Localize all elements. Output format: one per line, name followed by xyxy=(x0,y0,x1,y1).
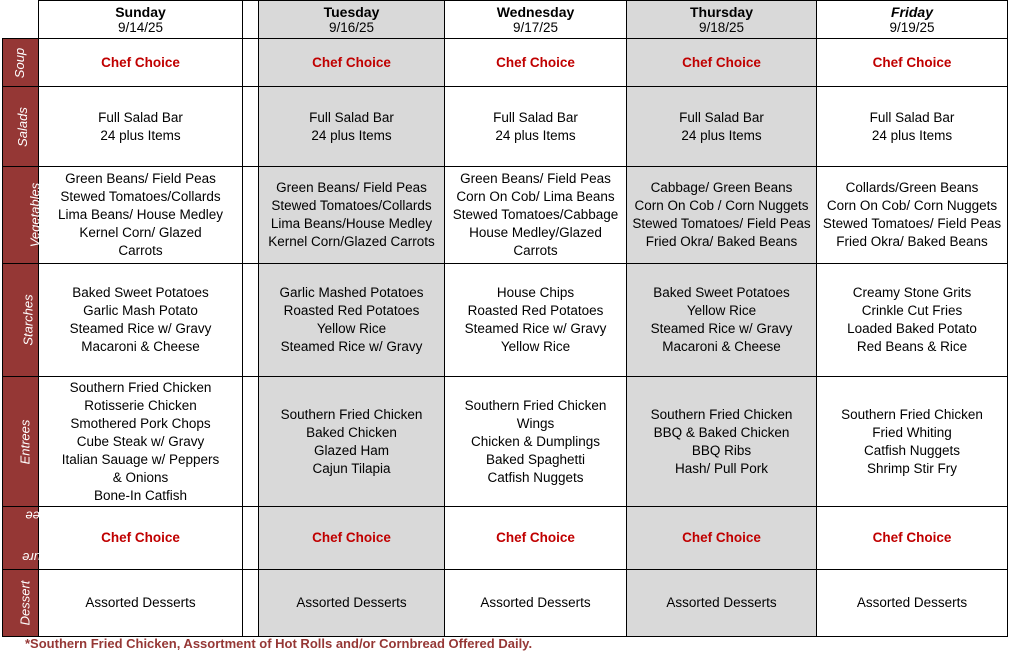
row-dessert xyxy=(3,570,1008,637)
chef-choice-text: Chef Choice xyxy=(872,54,952,70)
vegetables-cell xyxy=(627,167,817,264)
menu-item: Southern Fried Chicken xyxy=(280,406,423,422)
menu-item: 24 plus Items xyxy=(100,127,181,143)
menu-table xyxy=(2,0,1008,637)
menu-item: Carrots xyxy=(513,243,558,258)
category-dessert xyxy=(3,570,39,637)
spacer-column xyxy=(243,87,259,167)
menu-item: Full Salad Bar xyxy=(493,109,578,125)
menu-item: Red Beans & Rice xyxy=(856,339,968,354)
soup-cell xyxy=(39,39,243,87)
menu-item: Lima Beans/ House Medley xyxy=(57,207,224,222)
menu-item: & Onions xyxy=(112,469,169,485)
menu-item: Full Salad Bar xyxy=(309,109,394,125)
category-label xyxy=(22,496,67,579)
category-label-line: Feature xyxy=(22,550,67,566)
entrees-cell xyxy=(817,377,1008,507)
menu-item: Stewed Tomatoes/ Field Peas xyxy=(632,216,811,231)
category-label: Entrees xyxy=(17,419,33,464)
menu-item: Yellow Rice xyxy=(316,321,387,336)
spacer-column xyxy=(243,570,259,637)
menu-item: Macaroni & Cheese xyxy=(662,339,781,354)
menu-item: Stewed Tomatoes/Collards xyxy=(271,198,432,213)
starches-cell xyxy=(445,264,627,377)
dessert-text: Assorted Desserts xyxy=(856,595,968,610)
spacer-column xyxy=(243,39,259,87)
vegetables-cell xyxy=(39,167,243,264)
menu-item: Cajun Tilapia xyxy=(312,460,391,476)
vegetables-cell xyxy=(817,167,1008,264)
dessert-text: Assorted Desserts xyxy=(666,595,777,610)
menu-item: Fried Okra/ Baked Beans xyxy=(836,234,988,249)
menu-item: Baked Chicken xyxy=(306,424,397,440)
entrees-cell xyxy=(259,377,445,507)
menu-item: BBQ Ribs xyxy=(691,442,752,458)
menu-item: House Medley/Glazed xyxy=(469,225,602,240)
menu-item: 24 plus Items xyxy=(311,127,392,143)
chef-choice-text: Chef Choice xyxy=(101,54,180,70)
menu-item: Green Beans/ Field Peas xyxy=(65,171,216,186)
soup-cell xyxy=(817,39,1008,87)
vegetables-cell xyxy=(259,167,445,264)
category-label: Soup xyxy=(12,47,28,78)
salads-cell xyxy=(817,87,1008,167)
day-header xyxy=(627,1,817,39)
menu-item: Fried Okra/ Baked Beans xyxy=(645,234,798,249)
menu-item: Catfish Nuggets xyxy=(487,469,584,485)
menu-item: Wings xyxy=(516,415,555,431)
day-date: 9/18/25 xyxy=(698,19,745,35)
day-name: Wednesday xyxy=(496,3,575,20)
chef-choice-text: Chef Choice xyxy=(312,54,391,70)
menu-item: 24 plus Items xyxy=(871,127,953,143)
menu-item: Hash/ Pull Pork xyxy=(674,460,769,476)
day-header xyxy=(817,1,1008,39)
salads-cell xyxy=(445,87,627,167)
menu-item: Creamy Stone Grits xyxy=(852,285,972,300)
menu-item: Roasted Red Potatoes xyxy=(467,303,604,318)
entrees-cell xyxy=(627,377,817,507)
feature-cell xyxy=(39,507,243,570)
menu-item: Italian Sauage w/ Peppers xyxy=(61,451,220,467)
menu-item: Chicken & Dumplings xyxy=(470,433,601,449)
menu-item: Kernel Corn/Glazed Carrots xyxy=(268,234,435,249)
menu-item: Full Salad Bar xyxy=(98,109,183,125)
menu-item: Baked Sweet Potatoes xyxy=(72,285,209,300)
day-date: 9/17/25 xyxy=(512,19,559,35)
menu-item: Steamed Rice w/ Gravy xyxy=(464,321,607,336)
starches-cell xyxy=(259,264,445,377)
menu-item: Green Beans/ Field Peas xyxy=(276,180,427,195)
spacer-column xyxy=(243,1,259,39)
spacer-column xyxy=(243,377,259,507)
category-label: Dessert xyxy=(17,580,33,626)
entrees-cell xyxy=(39,377,243,507)
category-label-line: Entree xyxy=(25,508,64,524)
category-salads xyxy=(3,87,39,167)
corner-cell xyxy=(3,1,39,39)
soup-cell xyxy=(445,39,627,87)
day-header xyxy=(39,1,243,39)
day-name: Friday xyxy=(890,3,933,20)
menu-item: Lima Beans/House Medley xyxy=(270,216,433,231)
menu-item: Steamed Rice w/ Gravy xyxy=(280,339,423,354)
salads-cell xyxy=(259,87,445,167)
dessert-cell xyxy=(627,570,817,637)
menu-item: Full Salad Bar xyxy=(869,109,955,125)
menu-item: Glazed Ham xyxy=(313,442,390,458)
menu-item: Corn On Cob/ Lima Beans xyxy=(456,189,615,204)
day-header xyxy=(445,1,627,39)
row-feature xyxy=(3,507,1008,570)
menu-item: Corn On Cob/ Corn Nuggets xyxy=(826,198,998,213)
chef-choice-text: Chef Choice xyxy=(312,530,391,545)
menu-item: 24 plus Items xyxy=(681,127,762,143)
menu-item: Garlic Mashed Potatoes xyxy=(279,285,424,300)
spacer-column xyxy=(243,507,259,570)
row-entrees xyxy=(3,377,1008,507)
category-soup xyxy=(3,39,39,87)
starches-cell xyxy=(39,264,243,377)
dessert-cell xyxy=(259,570,445,637)
menu-item: Southern Fried Chicken xyxy=(464,397,607,413)
feature-cell xyxy=(817,507,1008,570)
chef-choice-text: Chef Choice xyxy=(101,530,180,545)
dessert-cell xyxy=(445,570,627,637)
menu-item: Garlic Mash Potato xyxy=(83,303,198,318)
row-salads xyxy=(3,87,1008,167)
category-vegetables xyxy=(3,167,43,264)
footer-note: *Southern Fried Chicken, Assortment of Hot Rolls and/or Cornbread Offered Daily. xyxy=(25,636,533,651)
day-header xyxy=(259,1,445,39)
chef-choice-text: Chef Choice xyxy=(496,54,575,70)
day-name: Thursday xyxy=(689,3,753,20)
soup-cell xyxy=(627,39,817,87)
menu-item: Bone-In Catfish xyxy=(93,487,188,503)
menu-item: House Chips xyxy=(496,285,575,300)
menu-item: Loaded Baked Potato xyxy=(847,321,977,336)
menu-item: Carrots xyxy=(118,243,163,258)
menu-item: Catfish Nuggets xyxy=(863,442,961,458)
row-soup xyxy=(3,39,1008,87)
menu-item: Steamed Rice w/ Gravy xyxy=(650,321,793,336)
menu-item: Collards/Green Beans xyxy=(845,180,979,195)
spacer-column xyxy=(243,167,259,264)
dessert-cell xyxy=(39,570,243,637)
chef-choice-text: Chef Choice xyxy=(682,54,761,70)
menu-item: Cube Steak w/ Gravy xyxy=(76,433,205,449)
menu-item: Rotisserie Chicken xyxy=(84,397,197,413)
feature-cell xyxy=(259,507,445,570)
row-vegetables xyxy=(3,167,1008,264)
category-label: Vegetables xyxy=(27,182,43,248)
feature-cell xyxy=(627,507,817,570)
salads-cell xyxy=(39,87,243,167)
day-name: Sunday xyxy=(115,3,166,20)
entrees-cell xyxy=(445,377,627,507)
dessert-text: Assorted Desserts xyxy=(296,595,407,610)
feature-cell xyxy=(445,507,627,570)
category-feature xyxy=(3,507,67,570)
menu-item: Southern Fried Chicken xyxy=(650,406,793,422)
menu-item: Southern Fried Chicken xyxy=(69,379,212,395)
category-starches xyxy=(3,264,39,377)
menu-item: Yellow Rice xyxy=(686,303,757,318)
menu-item: Stewed Tomatoes/ Field Peas xyxy=(822,216,1002,231)
menu-item: Macaroni & Cheese xyxy=(81,339,200,354)
day-date: 9/14/25 xyxy=(117,19,164,35)
spacer-column xyxy=(243,264,259,377)
dessert-text: Assorted Desserts xyxy=(480,595,591,610)
category-label: Salads xyxy=(14,106,30,147)
dessert-cell xyxy=(817,570,1008,637)
menu-item: Fried Whiting xyxy=(872,424,952,440)
category-label: Starches xyxy=(20,294,36,346)
menu-item: Baked Sweet Potatoes xyxy=(653,285,790,300)
row-header xyxy=(3,1,1008,39)
menu-item: Green Beans/ Field Peas xyxy=(460,171,611,186)
menu-item: Crinkle Cut Fries xyxy=(861,303,963,318)
menu-item: Stewed Tomatoes/Collards xyxy=(60,189,221,204)
menu-item: Cabbage/ Green Beans xyxy=(650,180,793,195)
dessert-text: Assorted Desserts xyxy=(85,595,196,610)
menu-item: Southern Fried Chicken xyxy=(841,406,983,422)
menu-item: Roasted Red Potatoes xyxy=(283,303,420,318)
starches-cell xyxy=(627,264,817,377)
soup-cell xyxy=(259,39,445,87)
day-date: 9/16/25 xyxy=(328,19,375,35)
menu-item: BBQ & Baked Chicken xyxy=(653,424,790,440)
menu-item: Yellow Rice xyxy=(500,339,571,354)
day-date: 9/19/25 xyxy=(889,19,935,35)
category-entrees xyxy=(3,377,39,507)
menu-item: Steamed Rice w/ Gravy xyxy=(69,321,212,336)
menu-item: Full Salad Bar xyxy=(679,109,764,125)
menu-item: Kernel Corn/ Glazed xyxy=(79,225,202,240)
salads-cell xyxy=(627,87,817,167)
starches-cell xyxy=(817,264,1008,377)
menu-item: Stewed Tomatoes/Cabbage xyxy=(452,207,619,222)
chef-choice-text: Chef Choice xyxy=(496,530,575,545)
chef-choice-text: Chef Choice xyxy=(872,530,952,545)
day-name: Tuesday xyxy=(323,3,380,20)
menu-item: Smothered Pork Chops xyxy=(70,415,211,431)
menu-item: Baked Spaghetti xyxy=(485,451,586,467)
vegetables-cell xyxy=(445,167,627,264)
menu-item: 24 plus Items xyxy=(495,127,576,143)
menu-item: Shrimp Stir Fry xyxy=(866,460,957,476)
menu-item: Corn On Cob / Corn Nuggets xyxy=(634,198,809,213)
chef-choice-text: Chef Choice xyxy=(682,530,761,545)
row-starches xyxy=(3,264,1008,377)
